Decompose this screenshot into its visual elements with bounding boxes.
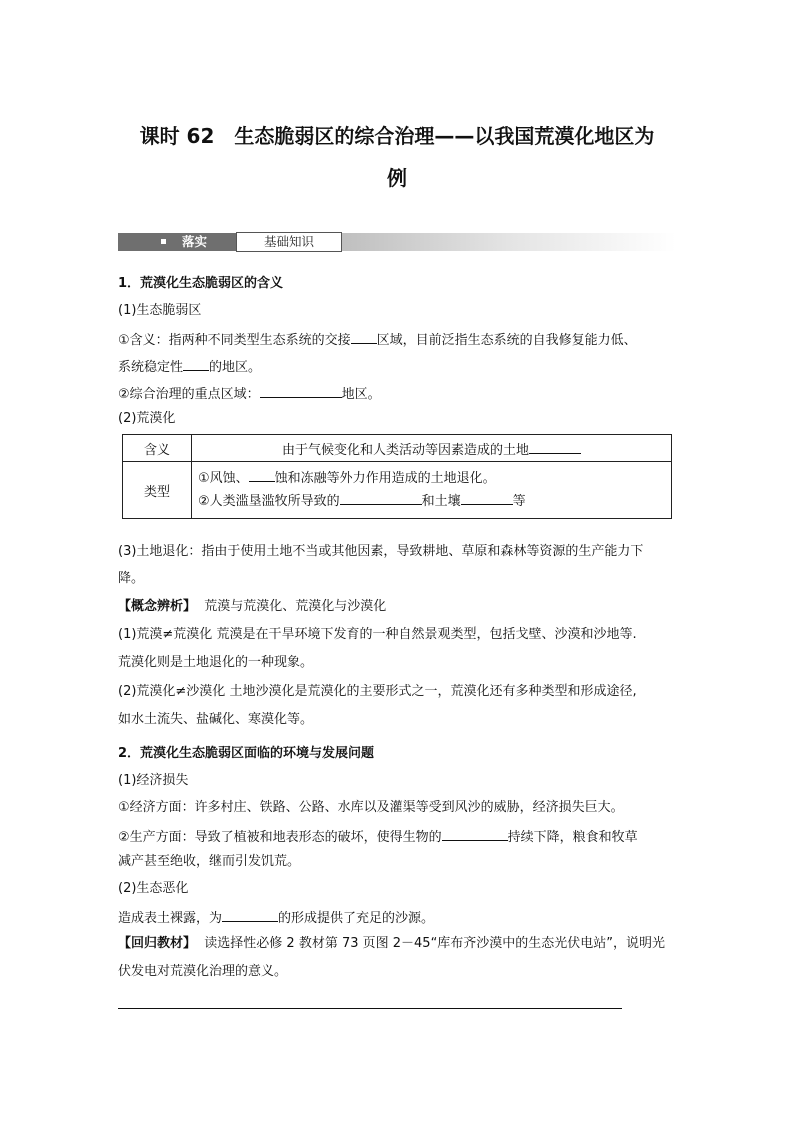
fill-blank[interactable]	[249, 467, 275, 482]
subheading-ecological-fragile-zone: (1)生态脆弱区	[118, 303, 202, 318]
page-title-continued: 例	[387, 166, 407, 190]
ecology-line: 造成表土裸露，为 的形成提供了充足的沙源。	[118, 907, 434, 928]
table-row	[123, 462, 672, 519]
fill-blank[interactable]	[529, 439, 581, 454]
answer-line[interactable]	[118, 1008, 622, 1009]
table-row	[123, 435, 672, 462]
fill-blank[interactable]	[442, 826, 508, 841]
page-title: 课时 62 生态脆弱区的综合治理——以我国荒漠化地区为	[139, 124, 655, 148]
table-cell: 由于气候变化和人类活动等因素造成的土地	[192, 435, 672, 462]
fill-blank[interactable]	[461, 490, 513, 505]
production-aspect-line: ②生产方面：导致了植被和地表形态的破坏，使得生物的 持续下降，粮食和牧草	[118, 826, 638, 847]
section-tag	[118, 233, 236, 251]
table-cell: ①风蚀、 蚀和冻融等外力作用造成的土地退化。 ②人类滥垦滥牧所导致的 和土壤 等	[192, 462, 672, 519]
fill-blank[interactable]	[260, 383, 342, 398]
land-degradation-line-continued: 降。	[118, 571, 145, 586]
definition-line: ①含义：指两种不同类型生态系统的交接 区域，目前泛指生态系统的自我修复能力低、	[118, 329, 637, 350]
return-to-textbook-line-continued: 伏发电对荒漠化治理的意义。	[118, 964, 288, 979]
definition-line-continued: 系统稳定性 的地区。	[118, 356, 261, 377]
concept-text: (2)荒漠化≠沙漠化 土地沙漠化是荒漠化的主要形式之一，荒漠化还有多种类型和形成途径,	[118, 684, 637, 699]
square-bullet-icon	[161, 239, 166, 244]
concept-text: (1)荒漠≠荒漠化 荒漠是在干旱环境下发育的一种自然景观类型，包括戈壁、沙漠和沙地等.	[118, 627, 637, 642]
subheading-desertification: (2)荒漠化	[118, 411, 176, 426]
table-header-cell: 类型	[123, 462, 192, 519]
section-1-heading: 1．荒漠化生态脆弱区的含义	[118, 276, 284, 291]
fill-blank[interactable]	[340, 490, 422, 505]
section-2-heading: 2．荒漠化生态脆弱区面临的环境与发展问题	[118, 746, 375, 761]
land-degradation-line: (3)土地退化：指由于使用土地不当或其他因素，导致耕地、草原和森林等资源的生产能力下	[118, 544, 644, 559]
section-label: 基础知识	[236, 232, 342, 252]
desertification-table	[122, 434, 672, 519]
table-header-cell: 含义	[123, 435, 192, 462]
section-header-bar	[118, 230, 676, 254]
fill-blank[interactable]	[351, 329, 377, 344]
concept-text: 如水土流失、盐碱化、寒漠化等。	[118, 712, 314, 727]
subheading-ecological-deterioration: (2)生态恶化	[118, 881, 189, 896]
production-aspect-line-continued: 减产甚至绝收，继而引发饥荒。	[118, 854, 301, 869]
fill-blank[interactable]	[183, 356, 209, 371]
concept-heading: 【概念辨析】 荒漠与荒漠化、荒漠化与沙漠化	[118, 599, 387, 614]
key-area-line: ②综合治理的重点区域： 地区。	[118, 383, 381, 404]
concept-text: 荒漠化则是土地退化的一种现象。	[118, 655, 314, 670]
subheading-economic-loss: (1)经济损失	[118, 773, 189, 788]
economic-aspect-line: ①经济方面：许多村庄、铁路、公路、水库以及灌渠等受到风沙的威胁，经济损失巨大。	[118, 800, 624, 815]
return-to-textbook-line: 【回归教材】 读选择性必修 2 教材第 73 页图 2－45“库布齐沙漠中的生态光伏电站”，说明光	[118, 936, 666, 951]
section-tag-text: 落实	[182, 234, 208, 249]
fill-blank[interactable]	[222, 907, 278, 922]
